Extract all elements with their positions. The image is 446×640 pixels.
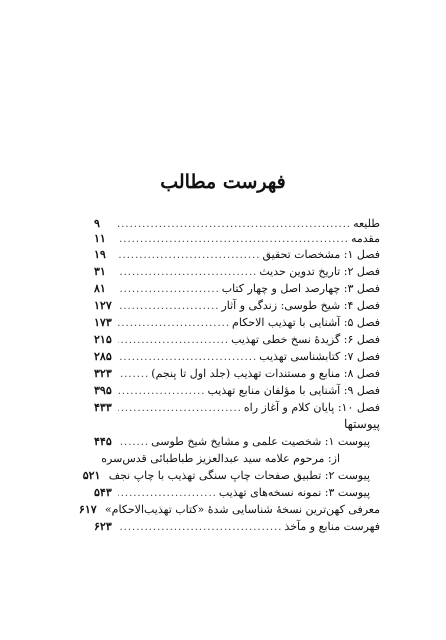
toc-entry-note xyxy=(94,450,380,467)
page-title: فهرست مطالب xyxy=(160,171,286,193)
toc-entry xyxy=(94,382,380,399)
toc-entry-page: ۶۲۳ xyxy=(94,520,112,533)
toc-entry-title: فصل ۴: شیخ طوسی: زندگی و آثار xyxy=(221,299,380,312)
toc-entry xyxy=(94,484,380,501)
toc-entry-title: فصل ۹: آشنایی با مؤلفان منابع تهذیب xyxy=(207,384,380,397)
toc-section-heading xyxy=(94,416,380,433)
toc-entry-title: فصل ۷: کتابشناسی تهذیب xyxy=(259,350,380,363)
toc-entry-page: ۴۴۵ xyxy=(94,435,112,448)
toc-entry xyxy=(94,365,380,382)
toc-entry xyxy=(94,216,380,231)
toc-entry-title: طلیعه xyxy=(353,217,380,230)
toc-entry xyxy=(94,331,380,348)
toc-entry-page: ۳۹۵ xyxy=(94,384,112,397)
toc-entry-title: معرفی کهن‌ترین نسخهٔ شناسایی شدهٔ «کتاب تهذیب‌الاحکام» xyxy=(104,503,380,516)
toc-entry xyxy=(94,399,380,416)
toc-entry-page: ۳۲۳ xyxy=(94,367,112,380)
toc-entry-page: ۱۲۷ xyxy=(94,299,112,312)
toc-entry-page: ۲۱۵ xyxy=(94,333,112,346)
dot-leader xyxy=(118,366,149,383)
dot-leader xyxy=(118,232,349,247)
toc-entry xyxy=(94,314,380,331)
toc-entry-title: فصل ۵: آشنایی با تهذیب الاحکام xyxy=(232,316,380,329)
toc-entry-page: ۹ xyxy=(94,217,100,230)
toc-entry-page: ۱۱ xyxy=(94,232,106,245)
toc-entry xyxy=(94,297,380,314)
toc-entry-title: فصل ۱: مشخصات تحقیق xyxy=(262,248,380,261)
dot-leader xyxy=(118,264,257,281)
toc-entry xyxy=(94,433,380,450)
toc-entry xyxy=(82,467,380,484)
toc-entry-title: پیوست ۱: شخصیت علمی و مشایخ شیخ طوسی xyxy=(151,435,370,448)
dot-leader xyxy=(118,332,229,349)
table-of-contents xyxy=(78,216,380,535)
dot-leader xyxy=(118,400,242,417)
toc-entry-title: پیوست ۲: تطبیق صفحات چاپ سنگی تهذیب با چاپ نجف xyxy=(108,469,370,482)
toc-entry-page: ۱۷۳ xyxy=(94,316,112,329)
toc-entry-page: ۵۲۱ xyxy=(82,469,101,482)
toc-entry-page: ۲۸۵ xyxy=(94,350,112,363)
toc-entry xyxy=(94,231,380,246)
toc-entry-page: ۱۹ xyxy=(94,248,106,261)
toc-entry-title: فصل ۳: چهارصد اصل و چهار کتاب xyxy=(221,282,380,295)
toc-entry-page: ۳۱ xyxy=(94,265,106,278)
toc-entry xyxy=(94,263,380,280)
toc-entry-title: پیوستها xyxy=(343,417,380,431)
toc-entry-page: ۴۳۳ xyxy=(94,401,112,414)
toc-entry-title: فهرست منابع و مآخذ xyxy=(284,520,380,533)
toc-entry-title: پیوست ۳: نمونه نسخه‌های تهذیب xyxy=(218,486,370,499)
dot-leader xyxy=(118,217,351,232)
dot-leader xyxy=(118,383,206,400)
dot-leader xyxy=(118,434,149,451)
toc-entry-title: از: مرحوم علامه سید عبدالعزیز طباطبائی قدس‌سره xyxy=(101,452,340,465)
toc-entry-page: ۶۱۷ xyxy=(78,503,97,516)
dot-leader xyxy=(118,349,257,366)
dot-leader xyxy=(118,315,230,332)
dot-leader xyxy=(118,485,217,502)
toc-entry xyxy=(94,348,380,365)
toc-entry-title: مقدمه xyxy=(350,232,380,245)
dot-leader xyxy=(118,519,282,536)
toc-entry-page: ۵۴۳ xyxy=(94,486,112,499)
toc-entry xyxy=(78,501,380,518)
toc-entry-page: ۸۱ xyxy=(94,282,106,295)
dot-leader xyxy=(118,298,219,315)
toc-entry xyxy=(94,246,380,263)
toc-entry-title: فصل ۶: گزیدهٔ نسخ خطی تهذیب xyxy=(231,333,380,346)
toc-entry xyxy=(94,518,380,535)
toc-entry-title: فصل ۲: تاریخ تدوین حدیث xyxy=(259,265,380,278)
toc-entry-title: فصل ۸: منابع و مستندات تهذیب (جلد اول تا پنجم) xyxy=(151,367,380,380)
dot-leader xyxy=(118,247,260,264)
toc-entry xyxy=(94,280,380,297)
toc-entry-title: فصل ۱۰: پایان کلام و آغاز راه xyxy=(243,401,380,414)
dot-leader xyxy=(118,281,220,298)
